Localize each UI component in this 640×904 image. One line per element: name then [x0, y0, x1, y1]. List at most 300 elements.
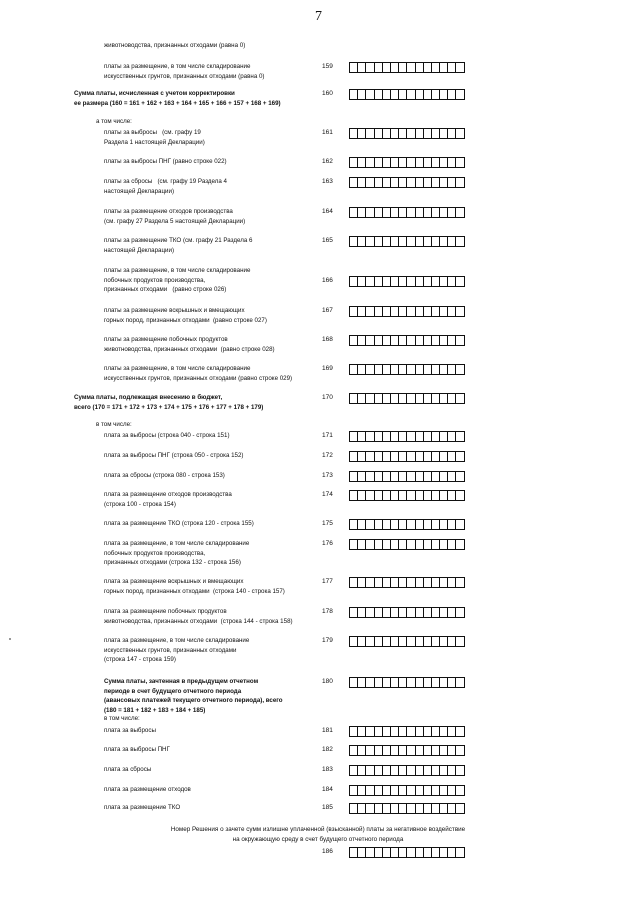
digit-cell[interactable]: [365, 157, 373, 168]
digit-cell[interactable]: [365, 276, 373, 287]
digit-cell[interactable]: [439, 726, 447, 737]
digit-cell[interactable]: [365, 803, 373, 814]
digit-cell[interactable]: [398, 847, 406, 858]
digit-cell[interactable]: [349, 577, 357, 588]
digit-cell[interactable]: [357, 207, 365, 218]
digit-cell[interactable]: [357, 745, 365, 756]
digit-cell[interactable]: [398, 677, 406, 688]
digit-cell[interactable]: [431, 157, 439, 168]
digit-cell[interactable]: [447, 490, 455, 501]
digit-cell[interactable]: [382, 765, 390, 776]
digit-cell[interactable]: [455, 490, 464, 501]
digit-cell[interactable]: [382, 207, 390, 218]
digit-cell[interactable]: [447, 451, 455, 462]
digit-cell[interactable]: [406, 207, 414, 218]
digit-cell[interactable]: [415, 128, 423, 139]
digit-cell[interactable]: [447, 89, 455, 100]
digit-cell[interactable]: [382, 519, 390, 530]
digit-cell[interactable]: [398, 607, 406, 618]
digit-cell[interactable]: [349, 128, 357, 139]
digit-cell[interactable]: [398, 335, 406, 346]
digit-cell[interactable]: [423, 607, 431, 618]
digit-cell[interactable]: [357, 636, 365, 647]
digit-cell[interactable]: [365, 62, 373, 73]
digit-cell[interactable]: [374, 726, 382, 737]
digit-cell[interactable]: [398, 89, 406, 100]
digit-cell[interactable]: [382, 393, 390, 404]
digit-cell[interactable]: [390, 519, 398, 530]
digit-cell[interactable]: [455, 519, 464, 530]
digit-cell[interactable]: [382, 364, 390, 375]
digit-cell[interactable]: [398, 471, 406, 482]
digit-cell[interactable]: [455, 207, 464, 218]
digit-cell[interactable]: [374, 393, 382, 404]
digit-cell[interactable]: [406, 847, 414, 858]
digit-cell[interactable]: [374, 785, 382, 796]
digit-cell[interactable]: [455, 785, 464, 796]
digit-cell[interactable]: [365, 306, 373, 317]
digit-cell[interactable]: [349, 335, 357, 346]
digit-cell[interactable]: [406, 62, 414, 73]
amount-input-168[interactable]: [349, 335, 465, 346]
digit-cell[interactable]: [406, 335, 414, 346]
digit-cell[interactable]: [406, 726, 414, 737]
digit-cell[interactable]: [406, 745, 414, 756]
digit-cell[interactable]: [439, 157, 447, 168]
digit-cell[interactable]: [382, 785, 390, 796]
digit-cell[interactable]: [365, 607, 373, 618]
amount-input-183[interactable]: [349, 765, 465, 776]
digit-cell[interactable]: [357, 62, 365, 73]
digit-cell[interactable]: [455, 157, 464, 168]
amount-input-166[interactable]: [349, 276, 465, 287]
digit-cell[interactable]: [447, 636, 455, 647]
amount-input-165[interactable]: [349, 236, 465, 247]
digit-cell[interactable]: [390, 207, 398, 218]
digit-cell[interactable]: [398, 393, 406, 404]
digit-cell[interactable]: [447, 393, 455, 404]
digit-cell[interactable]: [415, 451, 423, 462]
digit-cell[interactable]: [349, 607, 357, 618]
digit-cell[interactable]: [439, 577, 447, 588]
digit-cell[interactable]: [365, 519, 373, 530]
amount-input-172[interactable]: [349, 451, 465, 462]
digit-cell[interactable]: [431, 62, 439, 73]
digit-cell[interactable]: [423, 128, 431, 139]
digit-cell[interactable]: [431, 577, 439, 588]
digit-cell[interactable]: [365, 451, 373, 462]
amount-input-180[interactable]: [349, 677, 465, 688]
digit-cell[interactable]: [415, 803, 423, 814]
digit-cell[interactable]: [374, 89, 382, 100]
digit-cell[interactable]: [349, 451, 357, 462]
digit-cell[interactable]: [349, 539, 357, 550]
digit-cell[interactable]: [431, 431, 439, 442]
amount-input-163[interactable]: [349, 177, 465, 188]
digit-cell[interactable]: [349, 847, 357, 858]
digit-cell[interactable]: [398, 539, 406, 550]
digit-cell[interactable]: [390, 276, 398, 287]
digit-cell[interactable]: [415, 785, 423, 796]
digit-cell[interactable]: [390, 393, 398, 404]
digit-cell[interactable]: [382, 471, 390, 482]
digit-cell[interactable]: [447, 128, 455, 139]
digit-cell[interactable]: [349, 803, 357, 814]
digit-cell[interactable]: [439, 636, 447, 647]
digit-cell[interactable]: [447, 539, 455, 550]
digit-cell[interactable]: [357, 306, 365, 317]
digit-cell[interactable]: [349, 207, 357, 218]
digit-cell[interactable]: [374, 276, 382, 287]
amount-input-179[interactable]: [349, 636, 465, 647]
digit-cell[interactable]: [349, 157, 357, 168]
digit-cell[interactable]: [374, 236, 382, 247]
digit-cell[interactable]: [439, 335, 447, 346]
digit-cell[interactable]: [431, 128, 439, 139]
digit-cell[interactable]: [431, 236, 439, 247]
digit-cell[interactable]: [357, 89, 365, 100]
digit-cell[interactable]: [415, 431, 423, 442]
digit-cell[interactable]: [382, 847, 390, 858]
digit-cell[interactable]: [382, 306, 390, 317]
digit-cell[interactable]: [439, 539, 447, 550]
digit-cell[interactable]: [382, 677, 390, 688]
digit-cell[interactable]: [431, 785, 439, 796]
digit-cell[interactable]: [431, 636, 439, 647]
amount-input-162[interactable]: [349, 157, 465, 168]
digit-cell[interactable]: [365, 539, 373, 550]
digit-cell[interactable]: [447, 677, 455, 688]
digit-cell[interactable]: [431, 847, 439, 858]
digit-cell[interactable]: [382, 539, 390, 550]
digit-cell[interactable]: [390, 677, 398, 688]
digit-cell[interactable]: [423, 847, 431, 858]
digit-cell[interactable]: [439, 364, 447, 375]
digit-cell[interactable]: [431, 393, 439, 404]
digit-cell[interactable]: [455, 607, 464, 618]
digit-cell[interactable]: [382, 607, 390, 618]
digit-cell[interactable]: [349, 364, 357, 375]
digit-cell[interactable]: [357, 471, 365, 482]
digit-cell[interactable]: [398, 364, 406, 375]
digit-cell[interactable]: [447, 471, 455, 482]
digit-cell[interactable]: [382, 157, 390, 168]
digit-cell[interactable]: [349, 306, 357, 317]
digit-cell[interactable]: [406, 677, 414, 688]
digit-cell[interactable]: [415, 539, 423, 550]
digit-cell[interactable]: [439, 128, 447, 139]
digit-cell[interactable]: [415, 62, 423, 73]
digit-cell[interactable]: [415, 577, 423, 588]
amount-input-181[interactable]: [349, 726, 465, 737]
digit-cell[interactable]: [390, 577, 398, 588]
digit-cell[interactable]: [390, 539, 398, 550]
digit-cell[interactable]: [406, 471, 414, 482]
amount-input-178[interactable]: [349, 607, 465, 618]
digit-cell[interactable]: [374, 577, 382, 588]
digit-cell[interactable]: [365, 471, 373, 482]
digit-cell[interactable]: [365, 236, 373, 247]
digit-cell[interactable]: [398, 62, 406, 73]
digit-cell[interactable]: [439, 803, 447, 814]
digit-cell[interactable]: [439, 847, 447, 858]
amount-input-175[interactable]: [349, 519, 465, 530]
digit-cell[interactable]: [365, 128, 373, 139]
digit-cell[interactable]: [423, 207, 431, 218]
amount-input-177[interactable]: [349, 577, 465, 588]
digit-cell[interactable]: [423, 539, 431, 550]
digit-cell[interactable]: [398, 519, 406, 530]
digit-cell[interactable]: [447, 306, 455, 317]
digit-cell[interactable]: [423, 335, 431, 346]
digit-cell[interactable]: [357, 519, 365, 530]
digit-cell[interactable]: [455, 451, 464, 462]
digit-cell[interactable]: [447, 519, 455, 530]
digit-cell[interactable]: [455, 62, 464, 73]
digit-cell[interactable]: [447, 276, 455, 287]
digit-cell[interactable]: [390, 471, 398, 482]
amount-input-176[interactable]: [349, 539, 465, 550]
digit-cell[interactable]: [406, 451, 414, 462]
digit-cell[interactable]: [357, 785, 365, 796]
digit-cell[interactable]: [423, 276, 431, 287]
digit-cell[interactable]: [406, 393, 414, 404]
digit-cell[interactable]: [390, 765, 398, 776]
digit-cell[interactable]: [431, 89, 439, 100]
digit-cell[interactable]: [431, 364, 439, 375]
digit-cell[interactable]: [390, 607, 398, 618]
digit-cell[interactable]: [390, 128, 398, 139]
digit-cell[interactable]: [439, 519, 447, 530]
digit-cell[interactable]: [415, 335, 423, 346]
digit-cell[interactable]: [398, 785, 406, 796]
digit-cell[interactable]: [357, 607, 365, 618]
amount-input-160[interactable]: [349, 89, 465, 100]
digit-cell[interactable]: [382, 62, 390, 73]
digit-cell[interactable]: [357, 726, 365, 737]
digit-cell[interactable]: [349, 677, 357, 688]
amount-input-173[interactable]: [349, 471, 465, 482]
digit-cell[interactable]: [406, 577, 414, 588]
digit-cell[interactable]: [374, 677, 382, 688]
digit-cell[interactable]: [423, 157, 431, 168]
digit-cell[interactable]: [406, 539, 414, 550]
digit-cell[interactable]: [398, 636, 406, 647]
digit-cell[interactable]: [447, 803, 455, 814]
digit-cell[interactable]: [365, 89, 373, 100]
digit-cell[interactable]: [423, 471, 431, 482]
digit-cell[interactable]: [406, 803, 414, 814]
digit-cell[interactable]: [390, 803, 398, 814]
digit-cell[interactable]: [447, 157, 455, 168]
digit-cell[interactable]: [374, 803, 382, 814]
digit-cell[interactable]: [423, 236, 431, 247]
digit-cell[interactable]: [398, 306, 406, 317]
digit-cell[interactable]: [415, 306, 423, 317]
digit-cell[interactable]: [357, 577, 365, 588]
digit-cell[interactable]: [415, 364, 423, 375]
digit-cell[interactable]: [415, 519, 423, 530]
amount-input-169[interactable]: [349, 364, 465, 375]
digit-cell[interactable]: [423, 177, 431, 188]
digit-cell[interactable]: [398, 765, 406, 776]
digit-cell[interactable]: [447, 726, 455, 737]
digit-cell[interactable]: [390, 335, 398, 346]
digit-cell[interactable]: [455, 677, 464, 688]
digit-cell[interactable]: [365, 364, 373, 375]
digit-cell[interactable]: [374, 62, 382, 73]
digit-cell[interactable]: [431, 276, 439, 287]
digit-cell[interactable]: [415, 177, 423, 188]
digit-cell[interactable]: [357, 803, 365, 814]
digit-cell[interactable]: [390, 306, 398, 317]
digit-cell[interactable]: [382, 89, 390, 100]
digit-cell[interactable]: [406, 519, 414, 530]
digit-cell[interactable]: [439, 677, 447, 688]
digit-cell[interactable]: [455, 276, 464, 287]
digit-cell[interactable]: [374, 471, 382, 482]
digit-cell[interactable]: [398, 177, 406, 188]
digit-cell[interactable]: [415, 847, 423, 858]
digit-cell[interactable]: [398, 276, 406, 287]
digit-cell[interactable]: [382, 745, 390, 756]
digit-cell[interactable]: [357, 677, 365, 688]
digit-cell[interactable]: [415, 490, 423, 501]
digit-cell[interactable]: [390, 451, 398, 462]
digit-cell[interactable]: [455, 306, 464, 317]
digit-cell[interactable]: [455, 636, 464, 647]
digit-cell[interactable]: [406, 236, 414, 247]
digit-cell[interactable]: [423, 519, 431, 530]
digit-cell[interactable]: [365, 177, 373, 188]
digit-cell[interactable]: [406, 89, 414, 100]
digit-cell[interactable]: [357, 364, 365, 375]
digit-cell[interactable]: [390, 62, 398, 73]
digit-cell[interactable]: [455, 128, 464, 139]
digit-cell[interactable]: [455, 393, 464, 404]
digit-cell[interactable]: [431, 726, 439, 737]
digit-cell[interactable]: [415, 726, 423, 737]
digit-cell[interactable]: [431, 745, 439, 756]
digit-cell[interactable]: [439, 89, 447, 100]
digit-cell[interactable]: [357, 335, 365, 346]
amount-input-170[interactable]: [349, 393, 465, 404]
digit-cell[interactable]: [439, 471, 447, 482]
digit-cell[interactable]: [447, 847, 455, 858]
digit-cell[interactable]: [415, 207, 423, 218]
digit-cell[interactable]: [374, 745, 382, 756]
digit-cell[interactable]: [357, 490, 365, 501]
digit-cell[interactable]: [398, 490, 406, 501]
digit-cell[interactable]: [390, 785, 398, 796]
digit-cell[interactable]: [423, 745, 431, 756]
digit-cell[interactable]: [423, 306, 431, 317]
digit-cell[interactable]: [374, 364, 382, 375]
digit-cell[interactable]: [382, 577, 390, 588]
digit-cell[interactable]: [423, 803, 431, 814]
digit-cell[interactable]: [349, 431, 357, 442]
digit-cell[interactable]: [349, 765, 357, 776]
digit-cell[interactable]: [423, 785, 431, 796]
digit-cell[interactable]: [439, 276, 447, 287]
digit-cell[interactable]: [406, 607, 414, 618]
digit-cell[interactable]: [365, 431, 373, 442]
digit-cell[interactable]: [357, 539, 365, 550]
digit-cell[interactable]: [398, 803, 406, 814]
digit-cell[interactable]: [423, 451, 431, 462]
digit-cell[interactable]: [455, 539, 464, 550]
digit-cell[interactable]: [455, 847, 464, 858]
digit-cell[interactable]: [390, 177, 398, 188]
digit-cell[interactable]: [382, 726, 390, 737]
digit-cell[interactable]: [455, 236, 464, 247]
digit-cell[interactable]: [423, 364, 431, 375]
digit-cell[interactable]: [357, 847, 365, 858]
digit-cell[interactable]: [447, 207, 455, 218]
digit-cell[interactable]: [455, 745, 464, 756]
digit-cell[interactable]: [431, 471, 439, 482]
digit-cell[interactable]: [447, 765, 455, 776]
digit-cell[interactable]: [455, 335, 464, 346]
digit-cell[interactable]: [415, 276, 423, 287]
digit-cell[interactable]: [382, 490, 390, 501]
digit-cell[interactable]: [349, 636, 357, 647]
digit-cell[interactable]: [390, 745, 398, 756]
amount-input-159[interactable]: [349, 62, 465, 73]
digit-cell[interactable]: [390, 431, 398, 442]
digit-cell[interactable]: [431, 765, 439, 776]
digit-cell[interactable]: [357, 128, 365, 139]
digit-cell[interactable]: [439, 62, 447, 73]
digit-cell[interactable]: [382, 128, 390, 139]
digit-cell[interactable]: [439, 451, 447, 462]
digit-cell[interactable]: [398, 726, 406, 737]
digit-cell[interactable]: [439, 607, 447, 618]
digit-cell[interactable]: [439, 431, 447, 442]
digit-cell[interactable]: [447, 745, 455, 756]
digit-cell[interactable]: [431, 519, 439, 530]
amount-input-182[interactable]: [349, 745, 465, 756]
digit-cell[interactable]: [398, 207, 406, 218]
digit-cell[interactable]: [357, 177, 365, 188]
digit-cell[interactable]: [382, 335, 390, 346]
digit-cell[interactable]: [365, 207, 373, 218]
digit-cell[interactable]: [374, 519, 382, 530]
digit-cell[interactable]: [455, 577, 464, 588]
digit-cell[interactable]: [447, 785, 455, 796]
digit-cell[interactable]: [447, 236, 455, 247]
decision-number-input[interactable]: [349, 847, 465, 858]
digit-cell[interactable]: [374, 177, 382, 188]
digit-cell[interactable]: [423, 726, 431, 737]
digit-cell[interactable]: [390, 490, 398, 501]
digit-cell[interactable]: [439, 207, 447, 218]
digit-cell[interactable]: [349, 393, 357, 404]
amount-input-161[interactable]: [349, 128, 465, 139]
digit-cell[interactable]: [349, 236, 357, 247]
digit-cell[interactable]: [374, 607, 382, 618]
digit-cell[interactable]: [431, 177, 439, 188]
digit-cell[interactable]: [423, 677, 431, 688]
digit-cell[interactable]: [455, 364, 464, 375]
digit-cell[interactable]: [349, 745, 357, 756]
digit-cell[interactable]: [406, 177, 414, 188]
digit-cell[interactable]: [423, 62, 431, 73]
amount-input-164[interactable]: [349, 207, 465, 218]
digit-cell[interactable]: [431, 207, 439, 218]
digit-cell[interactable]: [390, 89, 398, 100]
digit-cell[interactable]: [447, 177, 455, 188]
